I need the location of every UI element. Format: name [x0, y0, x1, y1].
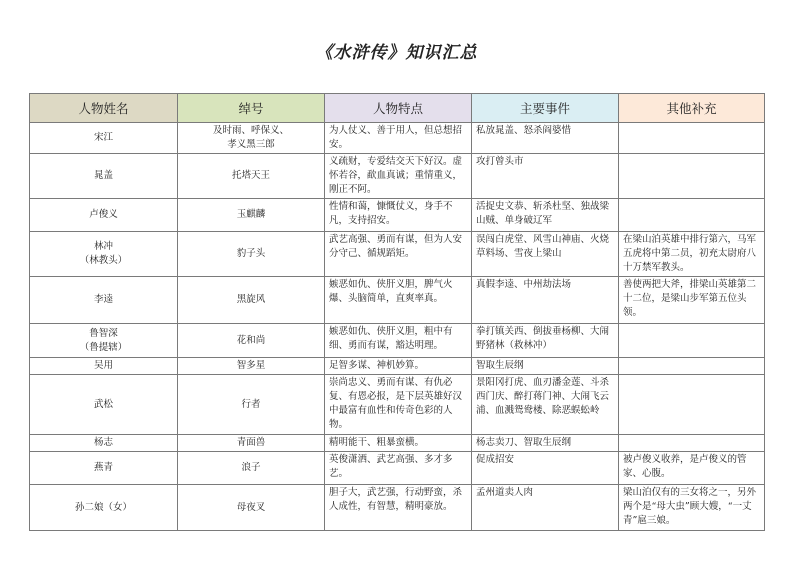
character-name-cell: 燕青 [30, 452, 178, 485]
table-row [30, 154, 765, 199]
events-cell: 拳打镇关西、倒拔垂杨柳、大闹野猪林（救林冲） [472, 324, 619, 358]
character-name-cell: 武松 [30, 375, 178, 435]
events-cell: 私放晁盖、怒杀阎婆惜 [472, 123, 619, 154]
events-cell: 孟州道卖人肉 [472, 485, 619, 531]
nickname-cell: 黑旋风 [178, 277, 325, 324]
notes-cell [619, 199, 765, 232]
events-cell: 误闯白虎堂、风雪山神庙、火烧草料场、雪夜上梁山 [472, 232, 619, 277]
nickname-cell: 及时雨、呼保义、 孝义黑三郎 [178, 123, 325, 154]
notes-cell [619, 435, 765, 452]
table-row [30, 277, 765, 324]
traits-cell: 英俊潇洒、武艺高强、多才多艺。 [325, 452, 472, 485]
nickname-cell: 玉麒麟 [178, 199, 325, 232]
traits-cell: 嫉恶如仇、侠肝义胆，粗中有细、勇而有谋，豁达明理。 [325, 324, 472, 358]
nickname-cell: 浪子 [178, 452, 325, 485]
table-row [30, 358, 765, 375]
notes-cell [619, 375, 765, 435]
table-row [30, 375, 765, 435]
header-traits: 人物特点 [325, 94, 472, 123]
table-row [30, 232, 765, 277]
notes-cell: 善使两把大斧，排梁山英雄第二十二位，是梁山步军第五位头领。 [619, 277, 765, 324]
notes-cell [619, 324, 765, 358]
header-events: 主要事件 [472, 94, 619, 123]
character-name-cell: 李逵 [30, 277, 178, 324]
table-row [30, 324, 765, 358]
events-cell: 真假李逵、中州劫法场 [472, 277, 619, 324]
traits-cell: 嫉恶如仇、侠肝义胆，脾气火爆、头脑简单，直爽率真。 [325, 277, 472, 324]
header-nickname: 绰号 [178, 94, 325, 123]
character-name-cell: 卢俊义 [30, 199, 178, 232]
header-notes: 其他补充 [619, 94, 765, 123]
nickname-cell: 青面兽 [178, 435, 325, 452]
nickname-cell: 行者 [178, 375, 325, 435]
nickname-cell: 托塔天王 [178, 154, 325, 199]
events-cell: 杨志卖刀、智取生辰纲 [472, 435, 619, 452]
header-name: 人物姓名 [30, 94, 178, 123]
header-row [30, 94, 765, 123]
nickname-cell: 智多星 [178, 358, 325, 375]
character-name-cell: 杨志 [30, 435, 178, 452]
character-name-cell: 吴用 [30, 358, 178, 375]
table-body [30, 123, 765, 531]
traits-cell: 武艺高强、勇而有谋，但为人安分守己、循规蹈矩。 [325, 232, 472, 277]
traits-cell: 胆子大，武艺强，行动野蛮，杀人成性，有智慧，精明豪放。 [325, 485, 472, 531]
character-name-cell: 鲁智深 （鲁提辖） [30, 324, 178, 358]
traits-cell: 义疏财，专爱结交天下好汉。虚怀若谷，歃血真诚；重情重义，刚正不阿。 [325, 154, 472, 199]
character-name-cell: 晁盖 [30, 154, 178, 199]
table-row [30, 485, 765, 531]
events-cell: 智取生辰纲 [472, 358, 619, 375]
knowledge-table [29, 93, 765, 531]
page-title: 《水浒传》知识汇总 [315, 43, 478, 63]
traits-cell: 精明能干、粗暴蛮横。 [325, 435, 472, 452]
nickname-cell: 豹子头 [178, 232, 325, 277]
table-row [30, 452, 765, 485]
character-name-cell: 宋江 [30, 123, 178, 154]
events-cell: 活捉史文恭、斩杀杜坚、独战梁山贼、单身破辽军 [472, 199, 619, 232]
traits-cell: 足智多谋、神机妙算。 [325, 358, 472, 375]
table-row [30, 199, 765, 232]
table-row [30, 123, 765, 154]
traits-cell: 为人仗义、善于用人，但总想招安。 [325, 123, 472, 154]
notes-cell: 梁山泊仅有的三女将之一，另外两个是“母大虫”顾大嫂，“一丈青”扈三娘。 [619, 485, 765, 531]
nickname-cell: 花和尚 [178, 324, 325, 358]
events-cell: 促成招安 [472, 452, 619, 485]
notes-cell [619, 358, 765, 375]
notes-cell: 被卢俊义收养，是卢俊义的管家、心腹。 [619, 452, 765, 485]
notes-cell [619, 123, 765, 154]
notes-cell: 在梁山泊英雄中排行第六，马军五虎将中第二员，初充太尉府八十万禁军教头。 [619, 232, 765, 277]
traits-cell: 崇尚忠义、勇而有谋、有仇必复、有恩必报，是下层英雄好汉中最富有血性和传奇色彩的人物。 [325, 375, 472, 435]
events-cell: 攻打曾头市 [472, 154, 619, 199]
events-cell: 景阳冈打虎、血刃潘金莲、斗杀西门庆、醉打蒋门神、大闹飞云浦、血溅鸳鸯楼、除恶蜈蚣岭 [472, 375, 619, 435]
character-name-cell: 林冲 （林教头） [30, 232, 178, 277]
table-row [30, 435, 765, 452]
traits-cell: 性情和蔼，慷慨仗义，身手不凡，支持招安。 [325, 199, 472, 232]
character-name-cell: 孙二娘（女） [30, 485, 178, 531]
notes-cell [619, 154, 765, 199]
nickname-cell: 母夜叉 [178, 485, 325, 531]
